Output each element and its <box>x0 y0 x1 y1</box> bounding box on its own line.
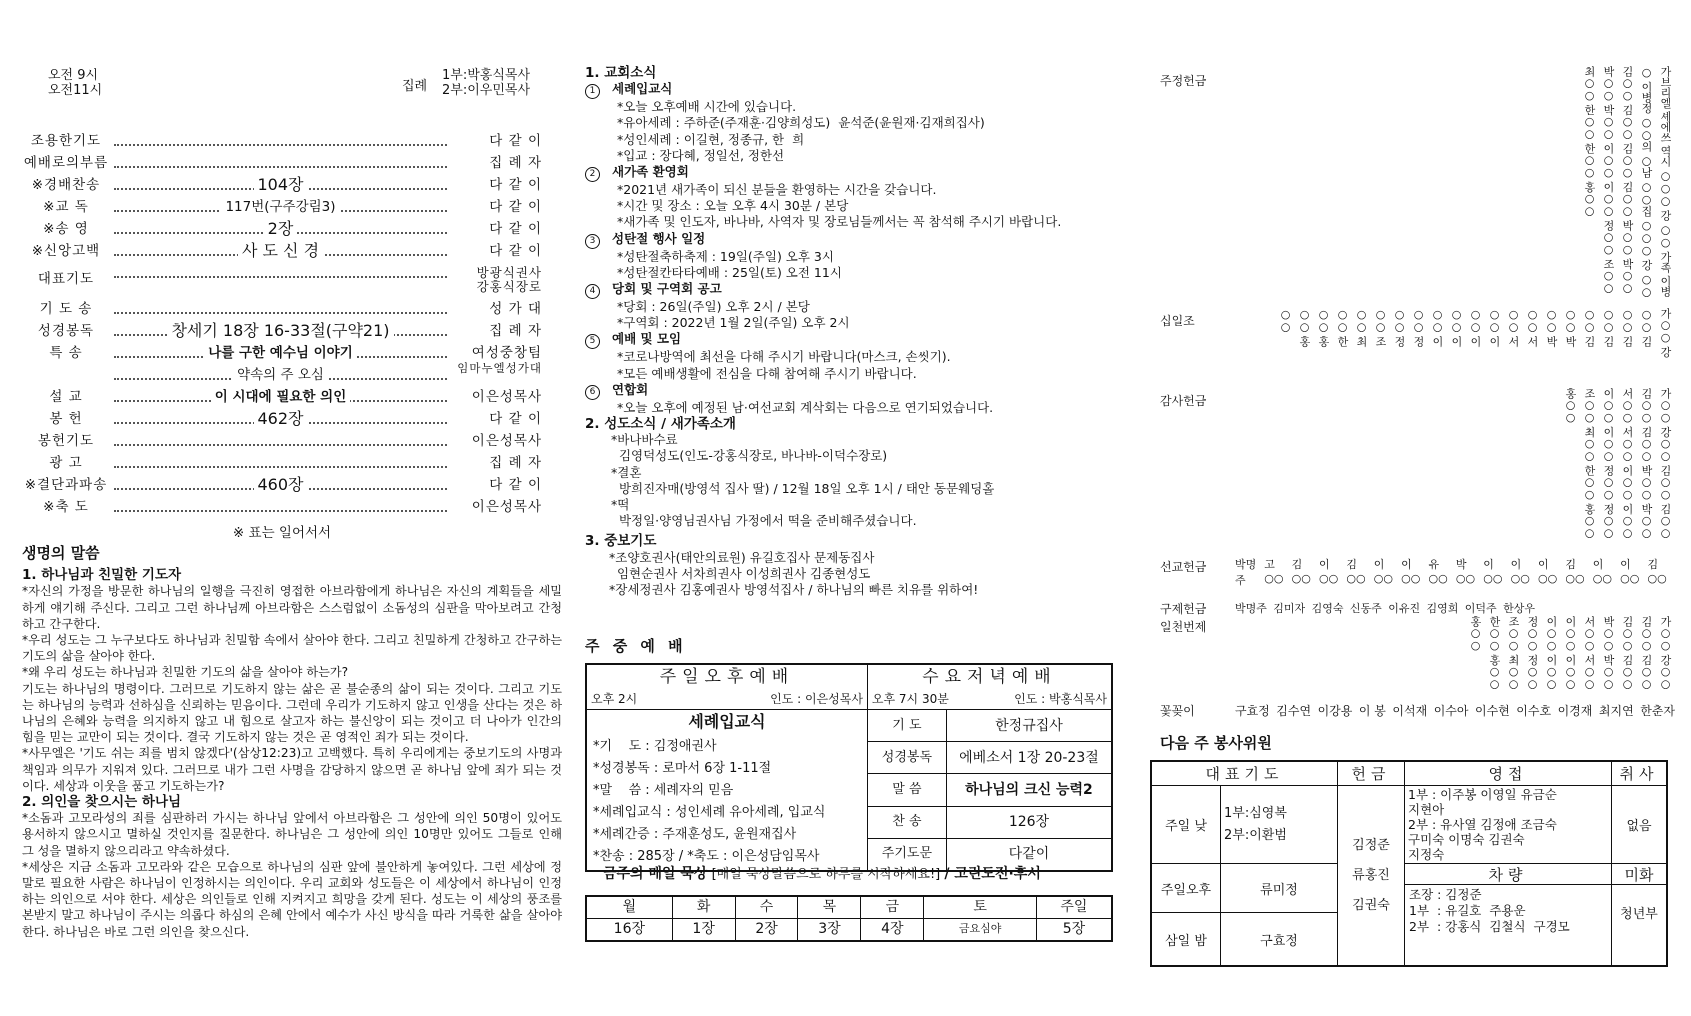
news-section-title: 2. 성도소식 / 새가족소개 <box>585 416 736 433</box>
donor-name: 고○○ <box>1264 558 1284 585</box>
news-item <box>585 231 1115 249</box>
order-row <box>22 361 542 386</box>
order-leader: 이은성목사 <box>471 389 542 405</box>
order-item-text: 이 시대에 필요한 의인 <box>211 389 350 405</box>
order-leader: 다 같 이 <box>489 411 542 427</box>
duty-header: 대표기도 <box>1151 761 1338 786</box>
order-label: 대표기도 <box>37 271 95 287</box>
thanks-offering-names: 가○○ 강○○ 김○○ 김○○ 김○○ 김○○ 박○○ 박○○ 서○○ 서○○ 이○○ 이○○ 이○○ 이○○ 정○○ 정○○ 조○○ 최○○ 한○○ 홍○○ 홍○○ <box>1564 388 1672 539</box>
news-item <box>585 382 1115 400</box>
text-line: *성경봉독 : 로마서 6장 1-11절 <box>593 761 772 777</box>
order-item <box>114 320 447 343</box>
item-number-icon: 4 <box>585 284 600 299</box>
donor-name: 이경재 <box>1557 704 1593 718</box>
service-time-2: 오전11시 <box>48 83 103 98</box>
order-item <box>114 474 447 497</box>
meditation-desc: [매일 묵상말씀으로 하루를 시작하세요!] <box>711 867 941 882</box>
order-item-text: 460장 <box>254 475 308 494</box>
duty-header: 헌금 <box>1338 761 1405 786</box>
duty-table <box>1150 760 1668 967</box>
text-line: 방희진자매(방영석 집사 딸) / 12월 18일 오후 1시 / 태안 동문웨딩홀 <box>611 480 995 496</box>
text-line: *코로나방역에 최선을 다해 주시기 바랍니다(마스크, 손씻기). <box>617 349 951 365</box>
order-label: 광 고 <box>49 455 83 471</box>
order-row <box>22 240 542 262</box>
donor-name: 이○○ <box>1538 558 1558 585</box>
order-leader: 임마누엘성가대 <box>457 361 542 375</box>
donor-name: 신동주 <box>1349 602 1382 615</box>
news-item-title: 새가족 환영회 <box>612 164 689 180</box>
sermon-summary <box>22 545 562 940</box>
donor-name: 박명주 <box>1235 602 1267 615</box>
weekday-section-title: 주 중 예 배 <box>585 637 687 655</box>
text-line: *시간 및 장소 : 오늘 오후 4시 30분 / 본당 <box>617 198 849 214</box>
news-lines <box>585 182 1115 231</box>
duty-header: 취사 <box>1612 761 1668 786</box>
leader-1: 1부:박홍식목사 <box>442 68 530 83</box>
sunday-afternoon-leader: 인도 : 이은성목사 <box>770 691 863 706</box>
beauty-cell <box>1612 864 1668 967</box>
worship-order <box>22 130 542 541</box>
sermon-section-title: 생명의 말씀 <box>22 544 100 562</box>
order-item <box>114 408 447 431</box>
order-item <box>114 196 447 218</box>
item-number-icon: 1 <box>585 84 600 99</box>
service-leaders <box>442 68 530 98</box>
order-item <box>114 342 447 364</box>
duty-prayer: 1부:심영복 2부:이환범 <box>1221 786 1338 864</box>
offering-label: 십일조 <box>1160 314 1195 328</box>
weekday-cell: 월 <box>586 896 672 919</box>
order-leader: 다 같 이 <box>489 133 542 149</box>
item-number-icon: 2 <box>585 167 600 182</box>
text-line: *바나바수료 <box>611 432 678 448</box>
order-row <box>22 430 542 452</box>
news-lines <box>585 299 1115 331</box>
order-label: 특 송 <box>49 345 83 361</box>
order-row <box>22 496 542 518</box>
sermon-paragraph: *자신의 가정을 방문한 하나님의 일행을 극진히 영접한 아브라함에게 하나님은 자신의 계획들을 세밀하게 얘기해 주신다. 그리고 그런 하나님께 아브라함은 스스럼없이 소돔성의 심판을 막아보려고 간청하고 간구한다. <box>22 584 562 631</box>
donor-name: 이수현 <box>1475 704 1510 718</box>
order-item <box>114 364 447 386</box>
donor-name: 한상우 <box>1503 602 1535 615</box>
church-news <box>585 65 1115 598</box>
sermon-paragraph: *세상은 지금 소돔과 고모라와 같은 모습으로 하나님의 심판 앞에 불안하게 놓여있다. 그런 세상에 정말로 필요한 사람은 하나님이 인정하시는 의인이다. 우리 교회와 성도들은 이 세상에서 하나님이 인정하는 의인으로 서야 한다. 세상은 의인들로 인해 지켜지고 희망을 갖게 된다. 성도는 이 세상의 풍조를 본받지 말고 하나님이 주시는 의롭다 하심의 은혜 안에서 예수가 사신 방식을 따라 거룩한 삶을 살아야 한다. 하나님은 바로 그런 의인을 찾으신다. <box>22 859 562 939</box>
text-line: 조장 : 김정준 <box>1409 887 1482 902</box>
news-lines <box>585 249 1115 281</box>
news-item-title: 예배 및 모임 <box>612 331 682 347</box>
text-line: *모든 예배생활에 전심을 다해 참여해 주시기 바랍니다. <box>617 365 917 381</box>
donor-name: 이덕주 <box>1464 602 1497 615</box>
donor-name: 한춘자 <box>1640 704 1675 718</box>
order-item <box>114 218 447 241</box>
text-line: *새가족 및 인도자, 바나바, 사역자 및 장로님들께서는 꼭 참석해 주시기 바랍니다. <box>617 214 1062 230</box>
weekday-cell: 목 <box>798 896 861 919</box>
order-label: 조용한기도 <box>30 133 102 149</box>
sunday-afternoon-time: 오후 2시 <box>591 691 638 706</box>
text-line: 김영덕성도(인도-강홍식장로, 바나바-이덕수장로) <box>611 448 888 464</box>
order-row <box>22 218 542 240</box>
service-time-1: 오전 9시 <box>48 68 99 83</box>
members-news-lines <box>585 432 1115 529</box>
order-leader: 이은성목사 <box>471 433 542 449</box>
donor-name: 이○○ <box>1620 558 1640 585</box>
order-row <box>22 130 542 152</box>
order-row <box>22 152 542 174</box>
donor-name: 이○○ <box>1510 558 1530 585</box>
meditation-title: 금주의 매일 묵상 <box>603 866 708 882</box>
prayer-lines <box>585 550 1115 599</box>
news-item-title: 성탄절 행사 일정 <box>612 230 706 246</box>
news-item <box>585 164 1115 182</box>
order-leader: 다 같 이 <box>489 177 542 193</box>
order-item <box>114 386 447 408</box>
item-number-icon: 6 <box>585 385 600 400</box>
donor-name: 김○○ <box>1565 558 1585 585</box>
text-line: *유아세례 : 주하준(주재훈·김양희성도) 윤석준(윤원재·김재희집사) <box>617 115 985 131</box>
weekday-services-table <box>585 663 1113 872</box>
tithe-names: 가○○ 강○○ 김○○ 김○○ 김○○ 김○○ 박○○ 박○○ 서○○ 서○○ 이○○ 이○○ 이○○ 이○○ 정○○ 정○○ 조○○ 최○○ 한○○ 홍○○ 홍○○ <box>1279 308 1672 357</box>
baptism-lines <box>593 736 861 868</box>
duty-title: 다음 주 봉사위원 <box>1160 734 1272 752</box>
text-line: *2021년 새가족이 되신 분들을 환영하는 시간을 갖습니다. <box>617 182 937 198</box>
duty-header: 영접 <box>1405 761 1612 786</box>
text-line: *오늘 오후에 예정된 남·여선교회 계삭회는 다음으로 연기되었습니다. <box>617 399 994 415</box>
text-line: *입교 : 장다혜, 정일선, 정한선 <box>617 147 785 163</box>
text-line: *찬송 : 285장 / *축도 : 이은성담임목사 <box>593 849 820 865</box>
donor-name: 이○○ <box>1319 558 1339 585</box>
wed-row-value: 126장 <box>946 806 1112 838</box>
donor-name: 이○○ <box>1373 558 1393 585</box>
order-row <box>22 386 542 408</box>
donor-name: 이수아 <box>1433 704 1469 718</box>
hymn-cell: 1장 <box>672 919 735 942</box>
text-line: 박정일·양영님권사님 가정에서 떡을 준비해주셨습니다. <box>611 513 917 529</box>
left-column <box>22 0 562 939</box>
order-leader: 집 례 자 <box>489 323 542 339</box>
order-item-text: 사 도 신 경 <box>238 241 323 260</box>
order-leader: 다 같 이 <box>489 221 542 237</box>
sermon-paragraph: 기도는 하나님의 명령이다. 그러므로 기도하지 않는 삶은 곧 불순종의 삶이 되는 것이다. 그리고 기도는 하나님의 능력과 선하심을 신뢰하는 믿음이다. 그런데 우리가 기도하지 않고 인생을 산다는 것은 하나님의 은혜와 능력을 의지하지 않고 내 힘으로 살고자 하는 불신앙이 되는 것이고 더 나아가 인간의 힘을 믿는 교만이 되는 것이다. 결국 기도하지 않는 것은 곧 영적인 죄가 되는 것이다. <box>22 681 562 745</box>
text-line: *오늘 오후예배 시간에 있습니다. <box>617 99 797 115</box>
car-header: 차량 <box>1405 864 1611 885</box>
item-number-icon: 5 <box>585 334 600 349</box>
text-line: *세례간증 : 주재훈성도, 윤원재집사 <box>593 827 797 843</box>
wednesday-title: 수요저녁예배 <box>867 664 1112 689</box>
wed-row-label: 주기도문 <box>867 838 946 871</box>
sermon-paragraph: *사무엘은 '기도 쉬는 죄를 범치 않겠다'(삼상12:23)고 고백했다. 특히 우리에게는 중보기도의 사명과 책임과 의무가 지워져 있다. 그러므로 내가 그런 사명을 감당하지 않으면 곧 하나님 앞에 죄가 되는 것이다. 세상과 이웃을 품고 기도하는가? <box>22 746 562 793</box>
order-label: ※결단과파송 <box>24 477 108 493</box>
news-item-title: 당회 및 구역회 공고 <box>612 281 722 297</box>
car-lines <box>1405 885 1611 937</box>
duty-welcome: 1부 : 이주봉 이영일 유금순 지현아 2부 : 유사열 김정애 조금숙 구미숙 이명숙 김권숙 지정숙 <box>1405 786 1612 864</box>
offering-label: 꽃꽂이 <box>1160 704 1195 718</box>
wed-row-value: 하나님의 크신 능력2 <box>946 774 1112 806</box>
news-item-title: 세례입교식 <box>612 81 673 97</box>
order-item-text: 나를 구한 예수님 이야기 <box>204 345 357 361</box>
text-line: *장세정권사 김홍예권사 방영석집사 / 하나님의 빠른 치유를 위하여! <box>609 582 979 598</box>
standing-note: ※ 표는 일어서서 <box>232 525 332 541</box>
order-item-text: 462장 <box>254 409 308 428</box>
order-label: ※교 독 <box>43 199 89 215</box>
sermon-point-2-title: 2. 의인을 찾으시는 하나님 <box>22 794 182 811</box>
donor-name: 이○○ <box>1592 558 1612 585</box>
service-header <box>22 0 562 98</box>
weekday-cell: 토 <box>924 896 1037 919</box>
hymn-cell: 2장 <box>735 919 798 942</box>
wed-row-label: 성경봉독 <box>867 742 946 774</box>
car-cell <box>1405 864 1612 967</box>
donor-name: 이수호 <box>1516 704 1552 718</box>
donor-name: 김○○ <box>1346 558 1366 585</box>
text-line: *결혼 <box>611 464 642 480</box>
meditation-table <box>585 895 1113 942</box>
offering-label: 일천번제 <box>1160 620 1207 634</box>
news-section-title: 1. 교회소식 <box>585 65 657 81</box>
baptism-box <box>586 710 867 872</box>
donor-name: 김영숙 <box>1311 602 1344 615</box>
donor-name: 이석재 <box>1392 704 1428 718</box>
order-leader: 이은성목사 <box>471 499 542 515</box>
order-row <box>22 408 542 430</box>
weekday-cell: 주일 <box>1036 896 1112 919</box>
order-leader: 다 같 이 <box>489 199 542 215</box>
order-label: 성경봉독 <box>37 323 95 339</box>
order-label: ※신앙고백 <box>31 243 101 259</box>
order-label: ※경배찬송 <box>31 177 101 193</box>
dot-leader <box>114 276 447 278</box>
wednesday-info <box>867 689 1112 710</box>
wed-row-label: 말 씀 <box>867 774 946 806</box>
order-leader: 집 례 자 <box>489 455 542 471</box>
donor-name: 이 봉 <box>1358 704 1386 718</box>
news-item-title: 연합회 <box>612 381 649 397</box>
order-label: 기 도 송 <box>39 301 93 317</box>
donor-name: 김미자 <box>1273 602 1306 615</box>
text-line: *구역회 : 2022년 1월 2일(주일) 오후 2시 <box>617 315 850 331</box>
donor-name: 박○○ <box>1455 558 1476 585</box>
weekday-cell: 금 <box>861 896 924 919</box>
hymn-cell: 3장 <box>798 919 861 942</box>
sunday-offering-names: 가브리엘 셰에쓰 역시 ○○○ 강 ○○ 가족 이병○ 이병정 ○○의 ○남 ○○집 ○○○ 강 ○○ 김○○ 김○○ 김○○ 김○○ 박○○ 박○○ 박○○ 박○○ 이○○ 이○○ 정○○ 조○○ 최○○ 한○○ 한○○ 홍○○ <box>1583 66 1672 298</box>
offering-label: 선교헌금 <box>1160 560 1207 574</box>
donor-name: 이○○ <box>1483 558 1503 585</box>
text-line: *당회 : 26일(주일) 오후 2시 / 본당 <box>617 299 810 315</box>
duty-offering: 김정준 류홍진 김권숙 <box>1338 786 1405 967</box>
dot-leader <box>114 510 447 512</box>
wed-row-label: 기 도 <box>867 710 946 742</box>
dot-leader <box>114 166 447 168</box>
duty-prayer: 류미정 <box>1221 864 1338 913</box>
news-lines <box>585 349 1115 381</box>
sunday-afternoon-title: 주일오후예배 <box>586 664 867 689</box>
lead-label: 집례 <box>402 79 428 94</box>
donor-name: 김수연 <box>1276 704 1312 718</box>
donor-name: 이유진 <box>1388 602 1421 615</box>
text-line: *기 도 : 김정애권사 <box>593 739 717 755</box>
news-item <box>585 331 1115 349</box>
sermon-paragraph: *왜 우리 성도는 하나님과 친밀한 기도의 삶을 살아야 하는가? <box>22 665 349 680</box>
order-row <box>22 262 542 298</box>
offering-label: 구제헌금 <box>1160 602 1207 616</box>
text-line: *말 씀 : 세례자의 믿음 <box>593 783 734 799</box>
donor-name: 최지연 <box>1598 704 1634 718</box>
beauty-value: 청년부 <box>1620 907 1658 922</box>
duty-prayer: 구효정 <box>1221 913 1338 967</box>
offering-label: 주정헌금 <box>1160 74 1207 88</box>
text-line: *성탄절축하축제 : 19일(주일) 오후 3시 <box>617 248 834 264</box>
dot-leader <box>114 444 447 446</box>
wednesday-time: 오후 7시 30분 <box>871 691 949 706</box>
donor-name: 박명주 <box>1235 558 1257 587</box>
text-line: *세례입교식 : 성인세례 유아세례, 입교식 <box>593 805 826 821</box>
news-lines <box>585 99 1115 164</box>
order-leader: 성 가 대 <box>489 301 542 317</box>
text-line: *성인세례 : 이길현, 정종규, 한 희 <box>617 131 805 147</box>
order-row <box>22 452 542 474</box>
donor-name: 이강용 <box>1317 704 1353 718</box>
hymn-cell: 금요심야 <box>924 919 1037 942</box>
sermon-paragraph: *우리 성도는 그 누구보다도 하나님과 친밀함 속에서 살아야 한다. 그리고 친밀하게 간청하고 간구하는 기도의 삶을 살아야 한다. <box>22 633 562 664</box>
order-item-text: 2장 <box>264 219 298 238</box>
order-label: 예배로의부름 <box>23 155 109 171</box>
sermon-point-1-title: 1. 하나님과 친밀한 기도자 <box>22 567 182 584</box>
wed-row-value: 다같이 <box>946 838 1112 871</box>
news-lines <box>585 400 1115 416</box>
hymn-cell: 16장 <box>586 919 672 942</box>
wed-row-value: 에베소서 1장 20-23절 <box>946 742 1112 774</box>
sermon-paragraph: *소돔과 고모라성의 죄를 심판하러 가시는 하나님 앞에서 아브라함은 그 성안에 의인 50명이 있어도 용서하지 않으시고 멸하실 것인지를 질문한다. 하나님은 그 성안에 의인 10명만 있어도 그들로 인해 그 성을 멸하지 않으리라고 약속하셨다. <box>22 811 562 858</box>
order-item-text: 104장 <box>254 175 308 194</box>
order-label: ※송 영 <box>43 221 89 237</box>
dot-leader <box>114 466 447 468</box>
hymn-cell: 4장 <box>861 919 924 942</box>
donor-name: 이○○ <box>1401 558 1421 585</box>
text-line: *떡 <box>611 497 630 513</box>
baptism-title: 세례입교식 <box>688 712 766 731</box>
leader-2: 2부:이우민목사 <box>442 83 530 98</box>
beauty-header: 미화 <box>1612 864 1666 885</box>
item-number-icon: 3 <box>585 234 600 249</box>
order-leader: 다 같 이 <box>489 477 542 493</box>
order-item <box>114 174 447 197</box>
order-label: ※축 도 <box>43 499 89 515</box>
order-item-text: 창세기 18장 16-33절(구약21) <box>167 321 393 340</box>
order-item <box>114 240 447 263</box>
dot-leader <box>114 312 447 314</box>
order-label: 봉헌기도 <box>37 433 95 449</box>
order-row <box>22 474 542 496</box>
text-line: 1부 : 유길호 주용운 <box>1409 903 1526 918</box>
mission-offering-names <box>1235 556 1675 588</box>
text-line: *성탄절칸타타예배 : 25일(토) 오전 11시 <box>617 264 842 280</box>
donor-name: 김영희 <box>1426 602 1459 615</box>
news-item <box>585 281 1115 299</box>
order-row <box>22 320 542 342</box>
flower-names <box>1235 702 1675 719</box>
text-line: *조양호권사(태안의료원) 유길호집사 문제동집사 <box>609 549 875 565</box>
order-label: 설 교 <box>49 389 83 405</box>
service-times <box>48 68 102 98</box>
donor-name: 유○○ <box>1428 558 1448 585</box>
offering-label: 감사헌금 <box>1160 394 1207 408</box>
duty-time: 삼일 밤 <box>1151 913 1221 967</box>
text-line: 임현순권사 서차희권사 이성희권사 김종현성도 <box>609 565 871 581</box>
donor-name: 김○○ <box>1647 558 1667 585</box>
order-leader: 방광식권사 강홍식장로 <box>476 265 542 294</box>
relief-offering-names <box>1235 600 1535 616</box>
news-item <box>585 81 1115 99</box>
order-label: 봉 헌 <box>49 411 83 427</box>
wed-row-label: 찬 송 <box>867 806 946 838</box>
wed-row-value: 한정규집사 <box>946 710 1112 742</box>
order-leader: 여성중창팀 <box>471 345 542 361</box>
order-leader: 집 례 자 <box>489 155 542 171</box>
news-section-title: 3. 중보기도 <box>585 533 657 550</box>
order-row <box>22 174 542 196</box>
donor-name: 김○○ <box>1291 558 1311 585</box>
order-row <box>22 298 542 320</box>
order-leader: 다 같 이 <box>489 243 542 259</box>
wednesday-leader: 인도 : 박홍식목사 <box>1014 691 1107 706</box>
duty-time: 주일오후 <box>1151 864 1221 913</box>
donor-name: 구효정 <box>1235 704 1270 718</box>
dot-leader <box>114 144 447 146</box>
daily-meditation <box>603 866 1041 883</box>
hymn-cell: 5장 <box>1036 919 1112 942</box>
meditation-book: / 고린도전·후서 <box>944 866 1041 882</box>
order-item-text: 117번(구주강림3) <box>221 199 339 215</box>
order-row <box>22 196 542 218</box>
thousand-offering-names: 가○○ 강○○ 김○○ 김○○ 김○○ 김○○ 박○○ 박○○ 서○○ 서○○ 이○○ 이○○ 이○○ 이○○ 정○○ 정○○ 조○○ 최○○ 한○○ 홍○○ 홍○○ <box>1469 616 1672 690</box>
text-line: 2부 : 강홍식 김철식 구경모 <box>1409 919 1570 934</box>
duty-time: 주일 낮 <box>1151 786 1221 864</box>
sunday-afternoon-info <box>586 689 867 710</box>
weekday-cell: 화 <box>672 896 735 919</box>
duty-cook: 없음 <box>1612 786 1668 864</box>
weekday-cell: 수 <box>735 896 798 919</box>
order-item-text: 약속의 주 오심 <box>233 367 328 383</box>
